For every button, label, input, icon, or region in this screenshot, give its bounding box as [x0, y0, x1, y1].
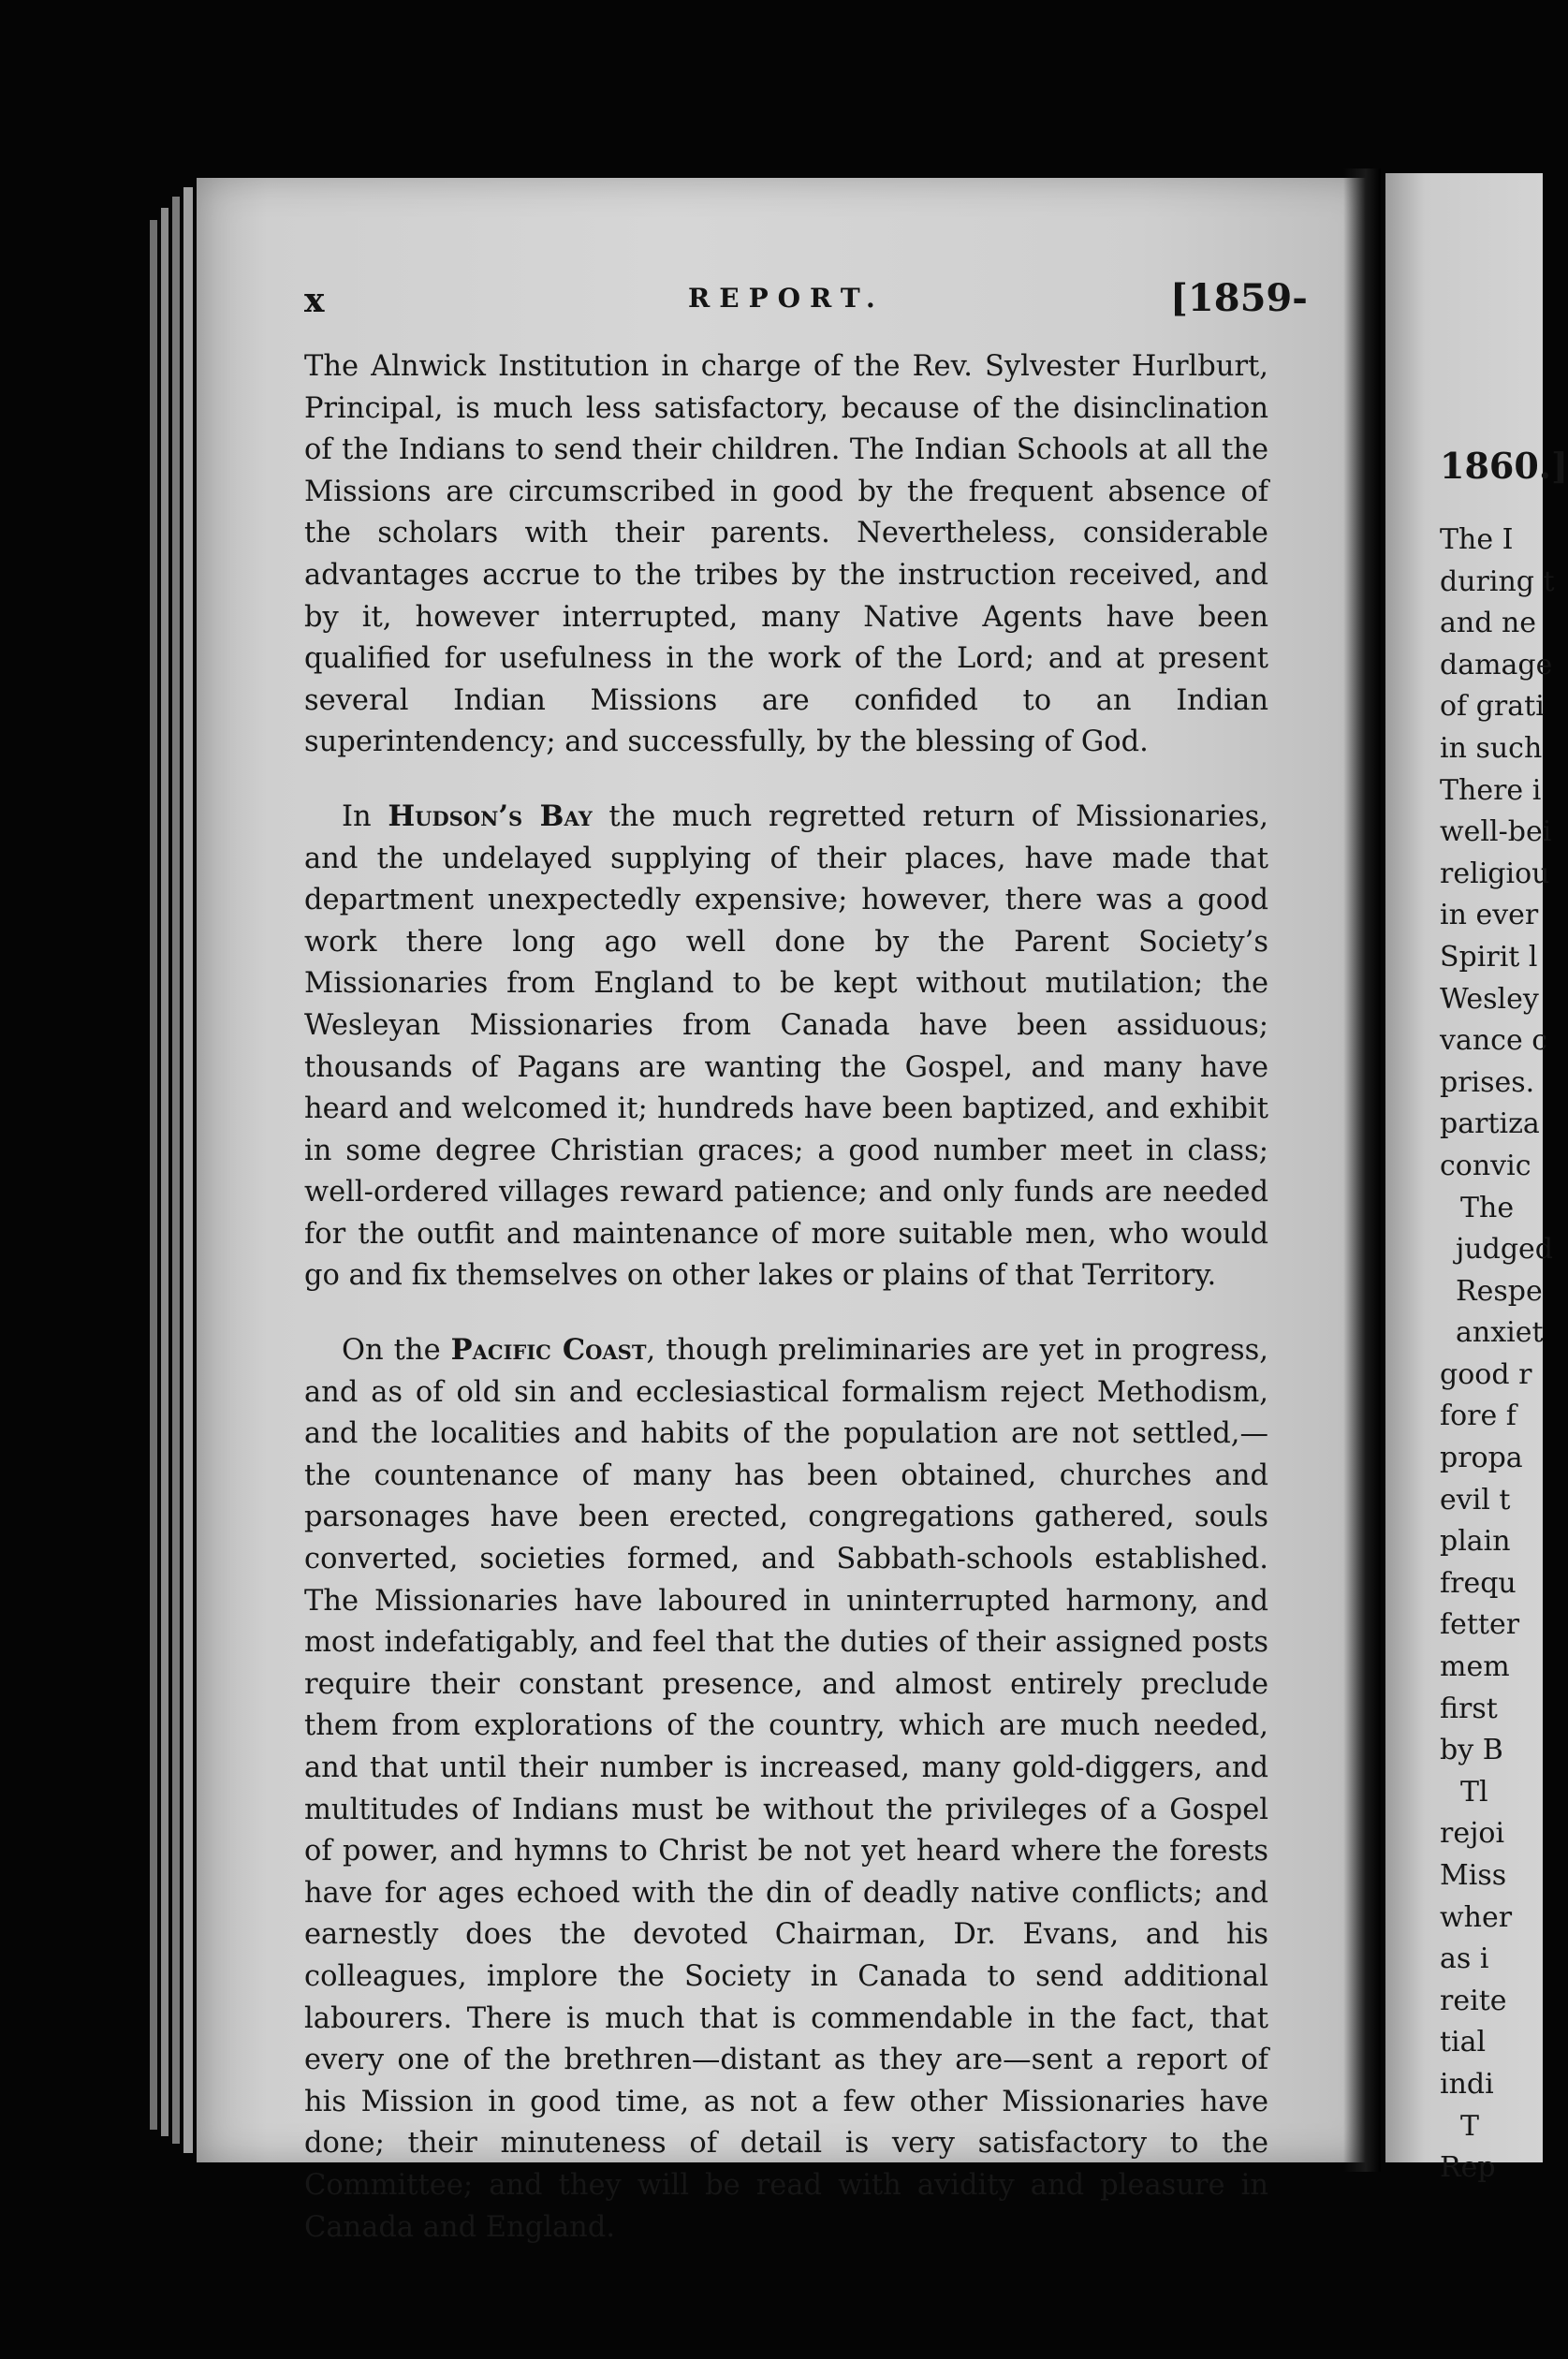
- line-fragment: Miss: [1440, 1859, 1507, 1892]
- line-fragment: reite: [1440, 1984, 1507, 2017]
- line-fragment: T: [1460, 2109, 1480, 2143]
- line-fragment: plain: [1440, 1525, 1511, 1559]
- line-fragment: in such: [1440, 731, 1543, 765]
- line-fragment: well-bei: [1440, 815, 1552, 849]
- page-edge: [150, 220, 157, 2130]
- paragraph-text: In: [342, 799, 388, 833]
- line-fragment: anxiet: [1456, 1316, 1544, 1350]
- line-fragment: There i: [1440, 773, 1542, 807]
- book-gutter: [1343, 168, 1381, 2172]
- paragraph-text: The Alnwick Institution in charge of the Rev. Sylvester Hurlburt, Principal, is much less satisfactory, because of the disinclination of the Indians to send their children. The Indian Schools at all the Missions are circumscribed in good by the frequent absence of the scholars with their parents. Nevertheless, considerable advantages accrue to the tribes by the instruction received, and by it, however interrupted, many Native Agents have been qualified for usefulness in the work of the Lord; and at present several Indian Missions are confided to an Indian superintendency; and successfully, by the blessing of God.: [304, 350, 1268, 759]
- line-fragment: Wesley: [1440, 982, 1539, 1016]
- line-fragment: indi: [1440, 2067, 1494, 2101]
- page-number: x: [304, 281, 325, 320]
- page-edge: [172, 197, 180, 2144]
- line-fragment: Rep: [1440, 2151, 1496, 2185]
- place-name: Pacific Coast: [450, 1333, 647, 1368]
- line-fragment: prises.: [1440, 1065, 1535, 1099]
- paragraph: [304, 346, 1268, 764]
- paragraph-text: , though preliminaries are yet in progress, and as of old sin and ecclesiastical formalism reject Methodism, and the localities and habits of the population are not settled,—the countenance of many has been obtained, churches and parsonages have been erected, congregations gathered, souls converted, societies formed, and Sabbath-schools established. The Missionaries have laboured in uninterrupted harmony, and most indefatigably, and feel that the duties of their assigned posts require their constant presence, and almost entirely preclude them from explorations of the country, which are much needed, and that until their number is increased, many gold-diggers, and multitudes of Indians must be without the privileges of a Gospel of power, and hymns to Christ be not yet heard where the forests have for ages echoed with the din of deadly native conflicts; and earnestly does the devoted Chairman, Dr. Evans, and his colleagues, implore the Society in Canada to send additional labourers. There is much that is commendable in the fact, that every one of the brethren—distant as they are—sent a report of his Mission in good time, as not a few other Missionaries have done; their minuteness of detail is very satisfactory to the Committee; and they will be read with avidity and pleasure in Canada and England.: [304, 1334, 1268, 2244]
- line-fragment: Spirit l: [1440, 940, 1538, 974]
- line-fragment: of grati: [1440, 690, 1545, 724]
- line-fragment: fetter: [1440, 1608, 1520, 1642]
- line-fragment: fore f: [1440, 1399, 1517, 1433]
- place-name: Hudson’s Bay: [388, 799, 593, 833]
- line-fragment: The: [1460, 1191, 1515, 1224]
- line-fragment: during t: [1440, 564, 1555, 598]
- line-fragment: evil t: [1440, 1483, 1511, 1516]
- running-year: [1859-: [1170, 276, 1308, 320]
- line-fragment: religiou: [1440, 857, 1550, 890]
- right-running-year: 1860.]: [1440, 445, 1568, 487]
- line-fragment: convic: [1440, 1149, 1531, 1182]
- page-edge: [161, 208, 169, 2136]
- line-fragment: and ne: [1440, 607, 1537, 640]
- running-title: REPORT.: [688, 283, 885, 314]
- line-fragment: in ever: [1440, 899, 1539, 932]
- line-fragment: judged: [1456, 1233, 1553, 1267]
- line-fragment: wher: [1440, 1900, 1513, 1934]
- paragraph: [304, 1329, 1268, 2249]
- line-fragment: vance c: [1440, 1024, 1548, 1058]
- paragraph-text: the much regretted return of Missionaries, and the undelayed supplying of their places, have made that department unexpectedly expensive; however, there was a good work there long ago well done by the Parent Society’s Missionaries from England to be kept without mutilation; the Wesleyan Missionaries from Canada have been assiduous; thousands of Pagans are wanting the Gospel, and many have heard and welcomed it; hundreds have been baptized, and exhibit in some degree Christian graces; a good number meet in class; well-ordered villages reward patience; and only funds are needed for the outfit and maintenance of more suitable men, who would go and fix themselves on other lakes or plains of that Territory.: [304, 799, 1268, 1293]
- line-fragment: Tl: [1460, 1775, 1488, 1809]
- line-fragment: rejoi: [1440, 1817, 1505, 1851]
- line-fragment: tial: [1440, 2026, 1487, 2059]
- line-fragment: first: [1440, 1692, 1498, 1725]
- paragraph-text: On the: [342, 1334, 451, 1368]
- right-page: [1385, 173, 1568, 2185]
- line-fragment: mem: [1440, 1650, 1510, 1684]
- body-text: [304, 346, 1268, 2280]
- line-fragment: damage: [1440, 648, 1553, 681]
- line-fragment: by B: [1440, 1734, 1503, 1767]
- line-fragment: good r: [1440, 1357, 1532, 1391]
- line-fragment: partiza: [1440, 1107, 1540, 1141]
- page-edge: [183, 187, 193, 2153]
- line-fragment: propa: [1440, 1442, 1523, 1475]
- paragraph: [304, 796, 1268, 1297]
- line-fragment: Respe: [1456, 1274, 1543, 1308]
- right-page-text: [1385, 520, 1555, 2190]
- line-fragment: as i: [1440, 1942, 1489, 1976]
- line-fragment: frequ: [1440, 1566, 1517, 1600]
- line-fragment: The I: [1440, 523, 1514, 556]
